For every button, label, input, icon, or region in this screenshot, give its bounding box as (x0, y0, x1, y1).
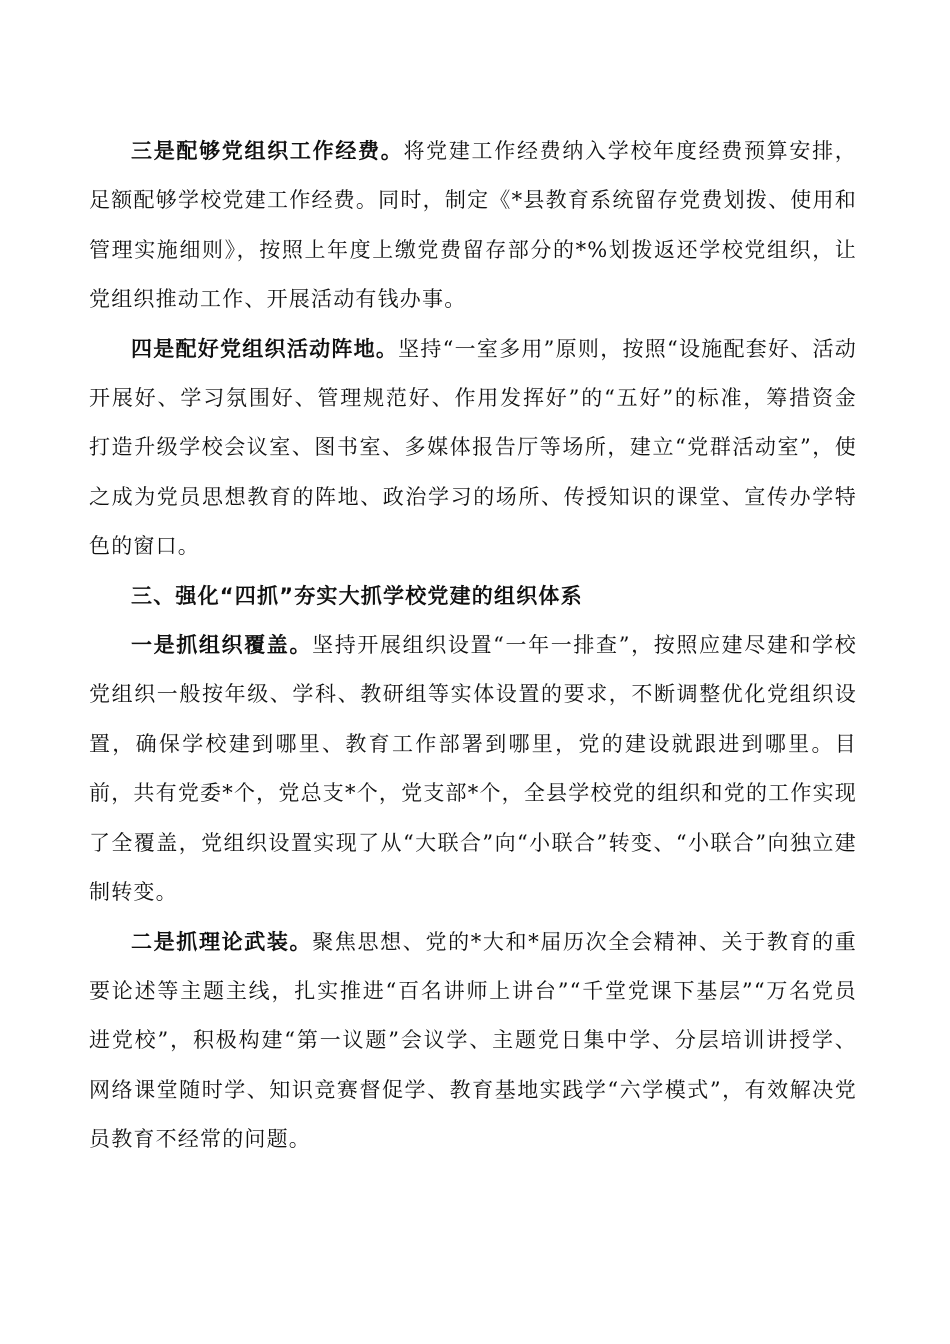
paragraph-venue (89, 325, 857, 572)
paragraph-lead: 三是配够党组织工作经费。 (131, 139, 404, 163)
paragraph-lead: 二是抓理论武装。 (131, 929, 313, 954)
paragraph-lead: 一是抓组织覆盖。 (131, 633, 313, 658)
paragraph-coverage (89, 621, 857, 917)
section-heading (89, 572, 857, 621)
paragraph-text: 聚焦思想、党的*大和*届历次全会精神、关于教育的重要论述等主题主线，扎实推进“百名讲师上讲台”“千堂党课下基层”“万名党员进党校”，积极构建“第一议题”会议学、主题党日集中学、分层培训讲授学、网络课堂随时学、知识竞赛督促学、教育基地实践学“六学模式”，有效解决党员教育不经常的问题。 (89, 929, 857, 1152)
paragraph-theory (89, 918, 857, 1165)
paragraph-funding (89, 127, 857, 325)
section-heading-text: 三、强化“四抓”夯实大抓学校党建的组织体系 (131, 583, 583, 608)
paragraph-text: 将党建工作经费纳入学校年度经费预算安排，足额配够学校党建工作经费。同时，制定《*县教育系统留存党费划拨、使用和管理实施细则》，按照上年度上缴党费留存部分的*%划拨返还学校党组织，让党组织推动工作、开展活动有钱办事。 (89, 139, 857, 312)
paragraph-text: 坚持“一室多用”原则，按照“设施配套好、活动开展好、学习氛围好、管理规范好、作用发挥好”的“五好”的标准，筹措资金打造升级学校会议室、图书室、多媒体报告厅等场所，建立“党群活动室”，使之成为党员思想教育的阵地、政治学习的场所、传授知识的课堂、宣传办学特色的窗口。 (89, 336, 857, 559)
document-body (89, 127, 857, 1165)
paragraph-text: 坚持开展组织设置“一年一排查”，按照应建尽建和学校党组织一般按年级、学科、教研组等实体设置的要求，不断调整优化党组织设置，确保学校建到哪里、教育工作部署到哪里，党的建设就跟进到哪里。目前，共有党委*个，党总支*个，党支部*个，全县学校党的组织和党的工作实现了全覆盖，党组织设置实现了从“大联合”向“小联合”转变、“小联合”向独立建制转变。 (89, 633, 857, 905)
paragraph-lead: 四是配好党组织活动阵地。 (131, 336, 399, 361)
